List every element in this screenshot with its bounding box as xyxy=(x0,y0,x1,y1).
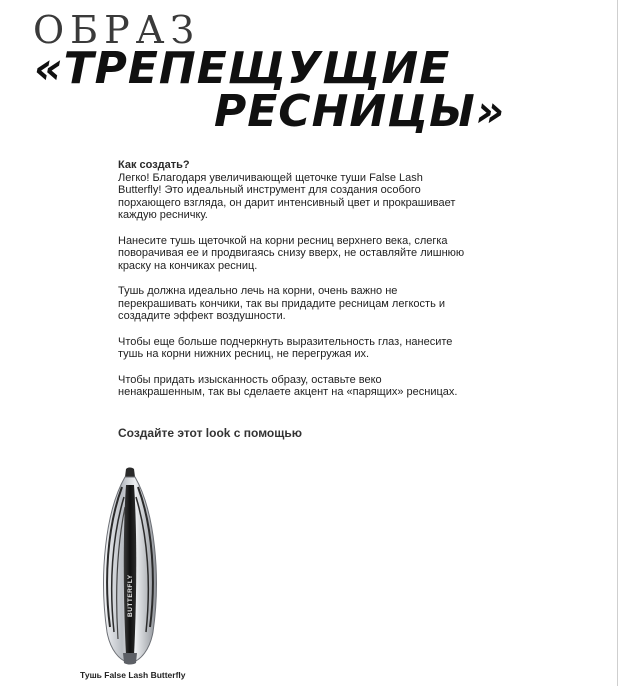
product-caption: Тушь False Lash Butterfly xyxy=(80,670,186,680)
product-section-heading: Создайте этот look с помощью xyxy=(118,426,303,440)
title-line-1: ОБРАЗ xyxy=(33,8,201,52)
title-line-2: «ТРЕПЕЩУЩИЕ xyxy=(34,43,451,94)
title-line-3: РЕСНИЦЫ» xyxy=(214,86,506,137)
mascara-tube-image xyxy=(95,467,165,665)
product-label-text: BUTTERFLY xyxy=(127,574,134,617)
instructions-intro: Легко! Благодаря увеличивающей щеточке туши False Lash Butterfly! Это идеальный инструмент для создания особого порхающего взгляда, он дарит интенсивный цвет и прокрашивает каждую ресничку. xyxy=(118,171,456,221)
page-edge-rule xyxy=(617,0,618,686)
instructions-block xyxy=(118,159,468,412)
instructions-paragraph: Тушь должна идеально лечь на корни, очень важно не перекрашивать кончики, так вы придадите ресницам легкость и создадите эффект воздушности. xyxy=(118,285,445,322)
instructions-paragraph: Нанесите тушь щеточкой на корни ресниц верхнего века, слегка поворачивая ее и продвигаясь снизу вверх, не оставляйте лишнюю краску на кончиках ресниц. xyxy=(118,234,465,272)
instructions-paragraph: Чтобы еще больше подчеркнуть выразительность глаз, нанесите тушь на корни нижних ресниц, не перегружая их. xyxy=(118,335,453,360)
instructions-heading: Как создать? xyxy=(118,159,190,171)
instructions-paragraph: Чтобы придать изысканность образу, оставьте веко ненакрашенным, так вы сделаете акцент на «парящих» ресницах. xyxy=(118,373,458,398)
